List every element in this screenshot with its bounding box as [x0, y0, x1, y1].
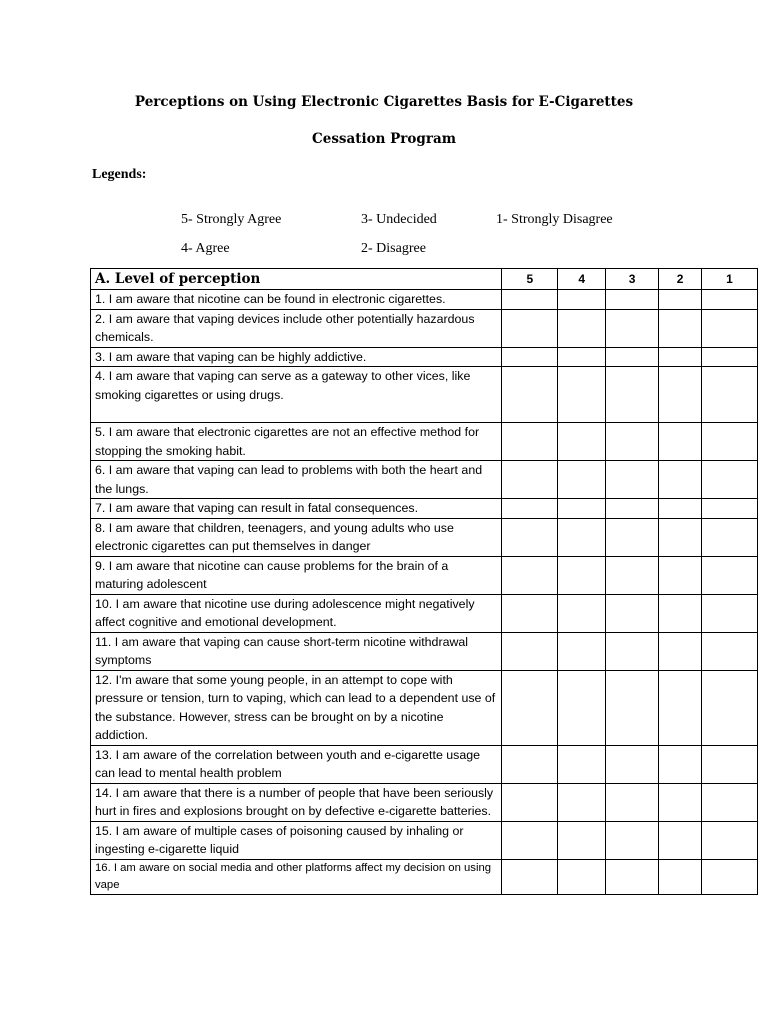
rating-cell-2[interactable] [659, 821, 702, 859]
scale-header-4: 4 [558, 269, 606, 290]
rating-cell-3[interactable] [606, 423, 659, 461]
rating-cell-2[interactable] [659, 347, 702, 367]
rating-cell-2[interactable] [659, 745, 702, 783]
rating-cell-4[interactable] [558, 347, 606, 367]
question-text: 15. I am aware of multiple cases of poisoning caused by inhaling or ingesting e-cigarette liquid [91, 821, 502, 859]
rating-cell-3[interactable] [606, 783, 659, 821]
rating-cell-5[interactable] [502, 821, 558, 859]
rating-cell-5[interactable] [502, 556, 558, 594]
table-row [91, 821, 758, 859]
rating-cell-4[interactable] [558, 556, 606, 594]
rating-cell-3[interactable] [606, 518, 659, 556]
rating-cell-3[interactable] [606, 745, 659, 783]
question-text: 1. I am aware that nicotine can be found in electronic cigarettes. [91, 290, 502, 310]
table-row [91, 859, 758, 894]
legends-heading: Legends: [92, 167, 147, 182]
rating-cell-1[interactable] [702, 461, 758, 499]
rating-cell-3[interactable] [606, 499, 659, 519]
question-text: 16. I am aware on social media and other platforms affect my decision on using vape [91, 859, 502, 894]
rating-cell-1[interactable] [702, 670, 758, 745]
rating-cell-4[interactable] [558, 859, 606, 894]
question-text: 13. I am aware of the correlation between youth and e-cigarette usage can lead to mental health problem [91, 745, 502, 783]
rating-cell-3[interactable] [606, 821, 659, 859]
rating-cell-4[interactable] [558, 632, 606, 670]
rating-cell-5[interactable] [502, 859, 558, 894]
scale-header-2: 2 [659, 269, 702, 290]
rating-cell-3[interactable] [606, 632, 659, 670]
rating-cell-4[interactable] [558, 499, 606, 519]
table-row [91, 783, 758, 821]
rating-cell-1[interactable] [702, 347, 758, 367]
question-text: 12. I'm aware that some young people, in an attempt to cope with pressure or tension, turn to vaping, which can lead to a dependent use of the substance. However, stress can be brought on by a nicotine addiction. [91, 670, 502, 745]
table-row [91, 556, 758, 594]
question-text: 2. I am aware that vaping devices include other potentially hazardous chemicals. [91, 309, 502, 347]
rating-cell-1[interactable] [702, 745, 758, 783]
rating-cell-2[interactable] [659, 632, 702, 670]
rating-cell-5[interactable] [502, 423, 558, 461]
question-text: 6. I am aware that vaping can lead to problems with both the heart and the lungs. [91, 461, 502, 499]
rating-cell-5[interactable] [502, 290, 558, 310]
rating-cell-3[interactable] [606, 556, 659, 594]
table-row [91, 347, 758, 367]
rating-cell-2[interactable] [659, 499, 702, 519]
rating-cell-5[interactable] [502, 309, 558, 347]
table-header-row [91, 269, 758, 290]
rating-cell-2[interactable] [659, 859, 702, 894]
rating-cell-2[interactable] [659, 783, 702, 821]
rating-cell-5[interactable] [502, 518, 558, 556]
rating-cell-4[interactable] [558, 290, 606, 310]
rating-cell-1[interactable] [702, 556, 758, 594]
rating-cell-2[interactable] [659, 367, 702, 423]
question-text: 7. I am aware that vaping can result in fatal consequences. [91, 499, 502, 519]
rating-cell-1[interactable] [702, 859, 758, 894]
rating-cell-1[interactable] [702, 499, 758, 519]
table-row [91, 594, 758, 632]
rating-cell-4[interactable] [558, 745, 606, 783]
scale-header-1: 1 [702, 269, 758, 290]
rating-cell-4[interactable] [558, 783, 606, 821]
rating-cell-4[interactable] [558, 670, 606, 745]
rating-cell-3[interactable] [606, 347, 659, 367]
rating-cell-4[interactable] [558, 461, 606, 499]
rating-cell-5[interactable] [502, 783, 558, 821]
rating-cell-4[interactable] [558, 821, 606, 859]
rating-cell-3[interactable] [606, 290, 659, 310]
rating-cell-3[interactable] [606, 309, 659, 347]
rating-cell-2[interactable] [659, 594, 702, 632]
question-text: 9. I am aware that nicotine can cause problems for the brain of a maturing adolescent [91, 556, 502, 594]
rating-cell-3[interactable] [606, 859, 659, 894]
question-text: 5. I am aware that electronic cigarettes are not an effective method for stopping the smoking habit. [91, 423, 502, 461]
table-row [91, 499, 758, 519]
rating-cell-5[interactable] [502, 745, 558, 783]
rating-cell-4[interactable] [558, 518, 606, 556]
rating-cell-4[interactable] [558, 423, 606, 461]
rating-cell-1[interactable] [702, 290, 758, 310]
legend-undecided: 3- Undecided [361, 212, 437, 227]
question-text: 8. I am aware that children, teenagers, and young adults who use electronic cigarettes can put themselves in danger [91, 518, 502, 556]
question-text: 10. I am aware that nicotine use during adolescence might negatively affect cognitive and emotional development. [91, 594, 502, 632]
rating-cell-5[interactable] [502, 632, 558, 670]
scale-header-5: 5 [502, 269, 558, 290]
scale-header-3: 3 [606, 269, 659, 290]
section-header: A. Level of perception [91, 269, 502, 290]
document-title: Perceptions on Using Electronic Cigarettes Basis for E-Cigarettes [134, 94, 634, 110]
rating-cell-2[interactable] [659, 423, 702, 461]
rating-cell-1[interactable] [702, 423, 758, 461]
legend-agree: 4- Agree [181, 241, 230, 256]
question-text: 4. I am aware that vaping can serve as a gateway to other vices, like smoking cigarettes or using drugs. [91, 367, 502, 423]
rating-cell-1[interactable] [702, 783, 758, 821]
table-row [91, 745, 758, 783]
rating-cell-2[interactable] [659, 556, 702, 594]
rating-cell-2[interactable] [659, 461, 702, 499]
document-subtitle: Cessation Program [311, 131, 457, 147]
rating-cell-1[interactable] [702, 367, 758, 423]
rating-cell-2[interactable] [659, 290, 702, 310]
question-text: 3. I am aware that vaping can be highly addictive. [91, 347, 502, 367]
table-row [91, 290, 758, 310]
rating-cell-2[interactable] [659, 518, 702, 556]
table-row [91, 367, 758, 423]
legend-strongly-agree: 5- Strongly Agree [181, 212, 282, 227]
rating-cell-4[interactable] [558, 594, 606, 632]
question-text: 11. I am aware that vaping can cause short-term nicotine withdrawal symptoms [91, 632, 502, 670]
legend-disagree: 2- Disagree [361, 241, 426, 256]
rating-cell-5[interactable] [502, 347, 558, 367]
perception-table [90, 268, 758, 895]
rating-cell-1[interactable] [702, 821, 758, 859]
table-row [91, 423, 758, 461]
rating-cell-5[interactable] [502, 367, 558, 423]
rating-cell-3[interactable] [606, 594, 659, 632]
rating-cell-3[interactable] [606, 670, 659, 745]
rating-cell-3[interactable] [606, 461, 659, 499]
rating-cell-5[interactable] [502, 499, 558, 519]
rating-cell-4[interactable] [558, 367, 606, 423]
rating-cell-2[interactable] [659, 309, 702, 347]
table-row [91, 518, 758, 556]
rating-cell-1[interactable] [702, 309, 758, 347]
question-text: 14. I am aware that there is a number of people that have been seriously hurt in fires and explosions brought on by defective e-cigarette batteries. [91, 783, 502, 821]
rating-cell-3[interactable] [606, 367, 659, 423]
rating-cell-2[interactable] [659, 670, 702, 745]
table-row [91, 309, 758, 347]
rating-cell-5[interactable] [502, 670, 558, 745]
legend-strongly-disagree: 1- Strongly Disagree [496, 212, 613, 227]
table-row [91, 632, 758, 670]
rating-cell-1[interactable] [702, 594, 758, 632]
rating-cell-1[interactable] [702, 632, 758, 670]
rating-cell-4[interactable] [558, 309, 606, 347]
table-row [91, 670, 758, 745]
rating-cell-5[interactable] [502, 594, 558, 632]
rating-cell-5[interactable] [502, 461, 558, 499]
table-row [91, 461, 758, 499]
rating-cell-1[interactable] [702, 518, 758, 556]
